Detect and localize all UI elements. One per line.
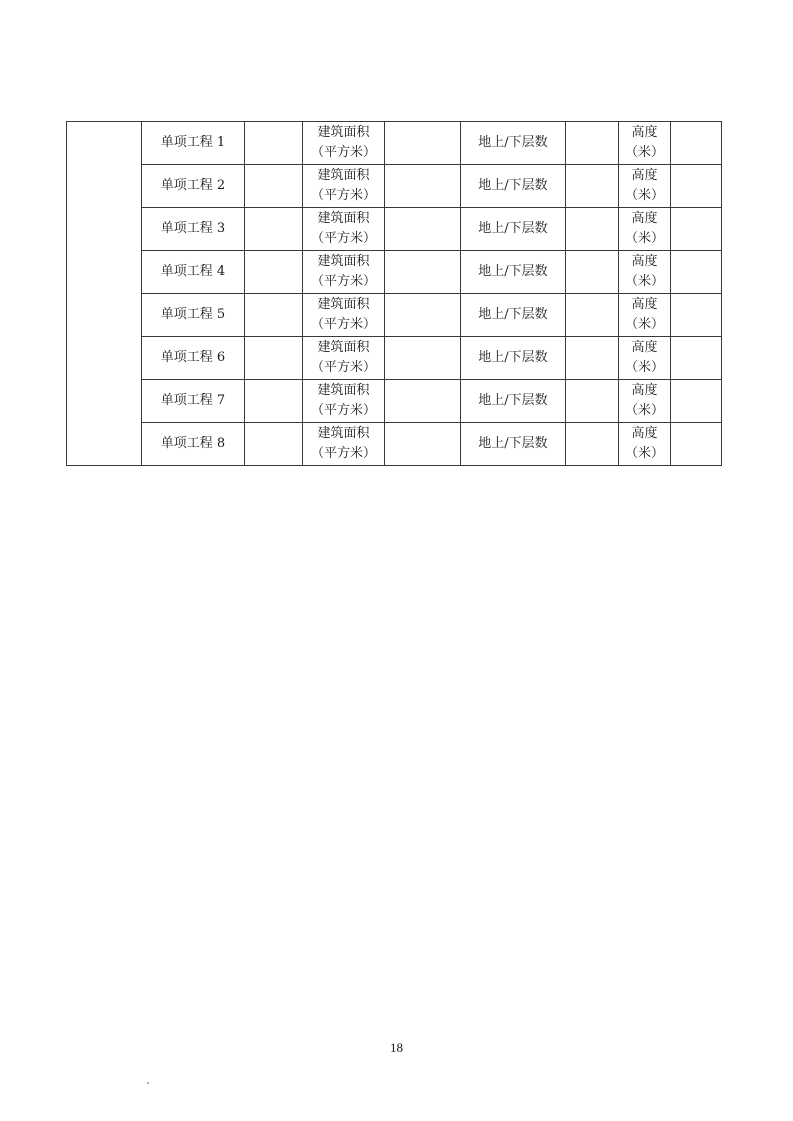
floors-label-cell: 地上/下层数 (461, 380, 566, 423)
area-label-line2: （平方米） (310, 274, 376, 289)
height-input-cell[interactable] (671, 337, 722, 380)
floors-input-cell[interactable] (566, 337, 619, 380)
building-area-input-cell[interactable] (385, 251, 461, 294)
floors-label-cell: 地上/下层数 (461, 208, 566, 251)
project-name-input-cell[interactable] (245, 294, 303, 337)
height-input-cell[interactable] (671, 251, 722, 294)
building-area-label-cell (303, 294, 385, 337)
merged-category-cell[interactable] (67, 122, 142, 466)
project-name-input-cell[interactable] (245, 380, 303, 423)
project-name-cell: 单项工程 6 (142, 337, 245, 380)
floors-input-cell[interactable] (566, 380, 619, 423)
area-label-line2: （平方米） (310, 403, 376, 418)
floors-label-cell: 地上/下层数 (461, 251, 566, 294)
area-label-line1: 建筑面积 (317, 254, 370, 269)
table-row (67, 122, 722, 165)
building-area-label-cell (303, 208, 385, 251)
height-label-line2: （米） (624, 446, 664, 461)
project-name-input-cell[interactable] (245, 251, 303, 294)
project-name-cell: 单项工程 8 (142, 423, 245, 466)
area-label-line1: 建筑面积 (317, 168, 370, 183)
height-label-cell (619, 423, 671, 466)
building-area-input-cell[interactable] (385, 380, 461, 423)
height-label-cell (619, 294, 671, 337)
height-label-cell (619, 165, 671, 208)
project-name-cell: 单项工程 1 (142, 122, 245, 165)
area-label-line2: （平方米） (310, 446, 376, 461)
table-row (67, 251, 722, 294)
scan-artifact (147, 1082, 149, 1084)
height-input-cell[interactable] (671, 423, 722, 466)
floors-input-cell[interactable] (566, 208, 619, 251)
area-label-line1: 建筑面积 (317, 297, 370, 312)
area-label-line2: （平方米） (310, 360, 376, 375)
building-area-label-cell (303, 337, 385, 380)
building-area-label-cell (303, 122, 385, 165)
area-label-line1: 建筑面积 (317, 383, 370, 398)
building-area-input-cell[interactable] (385, 122, 461, 165)
area-label-line2: （平方米） (310, 317, 376, 332)
project-name-cell: 单项工程 5 (142, 294, 245, 337)
height-label-line2: （米） (624, 317, 664, 332)
height-input-cell[interactable] (671, 380, 722, 423)
height-input-cell[interactable] (671, 294, 722, 337)
project-name-cell: 单项工程 2 (142, 165, 245, 208)
height-label-line2: （米） (624, 403, 664, 418)
floors-label-cell: 地上/下层数 (461, 294, 566, 337)
height-label-line1: 高度 (631, 125, 658, 140)
project-name-cell: 单项工程 4 (142, 251, 245, 294)
floors-input-cell[interactable] (566, 122, 619, 165)
height-label-cell (619, 380, 671, 423)
project-details-table (66, 121, 722, 466)
height-label-line2: （米） (624, 188, 664, 203)
project-name-input-cell[interactable] (245, 337, 303, 380)
height-label-line1: 高度 (631, 383, 658, 398)
building-area-input-cell[interactable] (385, 337, 461, 380)
table-row (67, 165, 722, 208)
height-label-line1: 高度 (631, 426, 658, 441)
floors-label-cell: 地上/下层数 (461, 337, 566, 380)
area-label-line2: （平方米） (310, 145, 376, 160)
building-area-input-cell[interactable] (385, 294, 461, 337)
height-label-line2: （米） (624, 231, 664, 246)
building-area-label-cell (303, 165, 385, 208)
building-area-input-cell[interactable] (385, 208, 461, 251)
building-area-input-cell[interactable] (385, 165, 461, 208)
building-area-label-cell (303, 423, 385, 466)
height-label-line1: 高度 (631, 211, 658, 226)
area-label-line1: 建筑面积 (317, 340, 370, 355)
floors-label-cell: 地上/下层数 (461, 423, 566, 466)
height-label-cell (619, 251, 671, 294)
area-label-line1: 建筑面积 (317, 211, 370, 226)
floors-input-cell[interactable] (566, 423, 619, 466)
page-number: 18 (390, 1040, 403, 1055)
area-label-line1: 建筑面积 (317, 125, 370, 140)
height-label-line2: （米） (624, 145, 664, 160)
height-label-line1: 高度 (631, 340, 658, 355)
height-input-cell[interactable] (671, 122, 722, 165)
table-row (67, 380, 722, 423)
floors-input-cell[interactable] (566, 294, 619, 337)
table-row (67, 294, 722, 337)
table-row (67, 208, 722, 251)
height-label-cell (619, 337, 671, 380)
area-label-line2: （平方米） (310, 231, 376, 246)
area-label-line1: 建筑面积 (317, 426, 370, 441)
floors-label-cell: 地上/下层数 (461, 122, 566, 165)
project-name-cell: 单项工程 3 (142, 208, 245, 251)
height-label-line2: （米） (624, 274, 664, 289)
height-label-cell (619, 122, 671, 165)
height-label-line1: 高度 (631, 297, 658, 312)
project-name-input-cell[interactable] (245, 208, 303, 251)
building-area-input-cell[interactable] (385, 423, 461, 466)
table-body (67, 122, 722, 466)
project-name-input-cell[interactable] (245, 165, 303, 208)
height-label-line1: 高度 (631, 168, 658, 183)
floors-label-cell: 地上/下层数 (461, 165, 566, 208)
height-input-cell[interactable] (671, 208, 722, 251)
project-name-input-cell[interactable] (245, 423, 303, 466)
area-label-line2: （平方米） (310, 188, 376, 203)
building-area-label-cell (303, 251, 385, 294)
table-row (67, 423, 722, 466)
height-label-line1: 高度 (631, 254, 658, 269)
table-row (67, 337, 722, 380)
height-input-cell[interactable] (671, 165, 722, 208)
height-label-cell (619, 208, 671, 251)
floors-input-cell[interactable] (566, 165, 619, 208)
floors-input-cell[interactable] (566, 251, 619, 294)
project-name-cell: 单项工程 7 (142, 380, 245, 423)
building-area-label-cell (303, 380, 385, 423)
height-label-line2: （米） (624, 360, 664, 375)
project-name-input-cell[interactable] (245, 122, 303, 165)
